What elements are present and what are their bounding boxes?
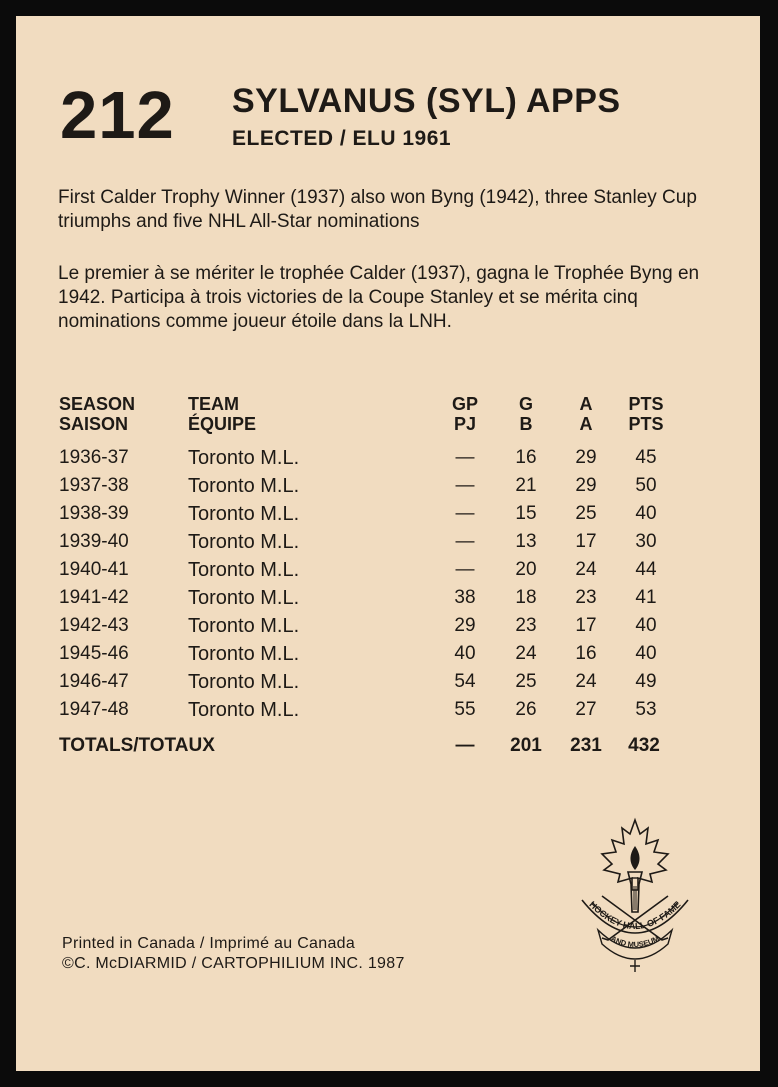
header-season	[59, 394, 135, 434]
header-season-en: SEASON	[59, 394, 136, 414]
points-cell: 49	[635, 671, 657, 692]
assists-cell: 16	[575, 643, 597, 664]
table-row	[16, 614, 760, 642]
goals-cell: 21	[515, 475, 537, 496]
header-gp-en: GP	[451, 394, 478, 414]
crest-text-top: HOCKEY HALL OF FAME	[587, 899, 683, 932]
team-cell: Toronto M.L.	[188, 699, 300, 721]
crest-text-bottom: AND MUSEUM	[609, 933, 661, 950]
header-season-fr: SAISON	[59, 414, 129, 434]
header-g-fr: B	[519, 414, 533, 434]
header-assists	[562, 394, 610, 434]
header-pts-en: PTS	[628, 394, 664, 414]
assists-cell: 24	[575, 559, 597, 580]
table-row	[16, 586, 760, 614]
season-cell: 1947-48	[59, 699, 129, 720]
points-cell: 40	[635, 643, 657, 664]
points-cell: 45	[635, 447, 657, 468]
season-cell: 1941-42	[59, 587, 129, 608]
header-goals	[502, 394, 550, 434]
gp-cell: 54	[454, 671, 476, 692]
goals-cell: 13	[515, 531, 537, 552]
points-cell: 53	[635, 699, 657, 720]
elected-year: ELECTED / ELU 1961	[232, 127, 452, 150]
totals-assists: 231	[570, 735, 602, 756]
season-cell: 1942-43	[59, 615, 129, 636]
table-row	[16, 558, 760, 586]
table-row	[16, 530, 760, 558]
season-cell: 1937-38	[59, 475, 129, 496]
totals-row	[16, 734, 760, 760]
team-cell: Toronto M.L.	[188, 531, 300, 553]
points-cell: 50	[635, 475, 657, 496]
season-cell: 1940-41	[59, 559, 129, 580]
goals-cell: 20	[515, 559, 537, 580]
table-row	[16, 502, 760, 530]
goals-cell: 25	[515, 671, 537, 692]
assists-cell: 17	[575, 531, 597, 552]
table-row	[16, 670, 760, 698]
team-cell: Toronto M.L.	[188, 475, 300, 497]
assists-cell: 29	[575, 475, 597, 496]
header-points	[617, 394, 675, 434]
assists-cell: 29	[575, 447, 597, 468]
points-cell: 30	[635, 531, 657, 552]
printer-credit	[62, 934, 405, 974]
gp-cell: 55	[454, 699, 476, 720]
description-french: Le premier à se mériter le trophée Calder (1937), gagna le Trophée Byng en 1942. Participa à trois victories de la Coupe Stanley et se mérita cinq nominations comme joueur étoile dans la LNH.	[58, 263, 700, 332]
goals-cell: 18	[515, 587, 537, 608]
team-cell: Toronto M.L.	[188, 559, 300, 581]
header-g-en: G	[518, 394, 533, 414]
assists-cell: 27	[575, 699, 597, 720]
hockey-hall-of-fame-crest-icon	[572, 816, 698, 976]
goals-cell: 16	[515, 447, 537, 468]
assists-cell: 17	[575, 615, 597, 636]
gp-cell: —	[455, 503, 475, 524]
season-cell: 1946-47	[59, 671, 129, 692]
goals-cell: 24	[515, 643, 537, 664]
points-cell: 40	[635, 615, 657, 636]
printed-in-canada: Printed in Canada / Imprimé au Canada	[62, 935, 356, 952]
season-cell: 1938-39	[59, 503, 129, 524]
gp-cell: —	[455, 559, 475, 580]
team-cell: Toronto M.L.	[188, 671, 300, 693]
season-cell: 1939-40	[59, 531, 129, 552]
header-team-en: TEAM	[188, 394, 239, 414]
points-cell: 44	[635, 559, 657, 580]
header-team	[188, 394, 256, 434]
header-pts-fr: PTS	[628, 414, 664, 434]
team-cell: Toronto M.L.	[188, 615, 300, 637]
assists-cell: 23	[575, 587, 597, 608]
table-row	[16, 642, 760, 670]
gp-cell: —	[455, 531, 475, 552]
player-name: SYLVANUS (SYL) APPS	[232, 82, 621, 120]
totals-label: TOTALS/TOTAUX	[59, 735, 215, 756]
copyright-line: ©C. McDIARMID / CARTOPHILIUM INC. 1987	[62, 955, 405, 972]
table-row	[16, 698, 760, 726]
goals-cell: 26	[515, 699, 537, 720]
description-english: First Calder Trophy Winner (1937) also won Byng (1942), three Stanley Cup triumphs and five NHL All-Star nominations	[58, 187, 697, 232]
team-cell: Toronto M.L.	[188, 503, 300, 525]
gp-cell: —	[455, 447, 475, 468]
season-cell: 1936-37	[59, 447, 129, 468]
season-cell: 1945-46	[59, 643, 129, 664]
team-cell: Toronto M.L.	[188, 447, 300, 469]
hockey-card-back	[16, 16, 760, 1071]
totals-points: 432	[628, 735, 660, 756]
header-a-en: A	[579, 394, 593, 414]
gp-cell: 40	[454, 643, 476, 664]
goals-cell: 15	[515, 503, 537, 524]
assists-cell: 24	[575, 671, 597, 692]
team-cell: Toronto M.L.	[188, 643, 300, 665]
totals-gp: —	[455, 735, 475, 756]
header-gp-fr: PJ	[453, 414, 477, 434]
table-row	[16, 474, 760, 502]
table-row	[16, 446, 760, 474]
header-team-fr: ÉQUIPE	[188, 414, 257, 434]
header-games-played	[442, 394, 488, 434]
gp-cell: 29	[454, 615, 476, 636]
points-cell: 40	[635, 503, 657, 524]
gp-cell: —	[455, 475, 475, 496]
goals-cell: 23	[515, 615, 537, 636]
totals-goals: 201	[510, 735, 542, 756]
header-a-fr: A	[579, 414, 593, 434]
points-cell: 41	[635, 587, 657, 608]
team-cell: Toronto M.L.	[188, 587, 300, 609]
assists-cell: 25	[575, 503, 597, 524]
stats-table	[16, 446, 760, 726]
gp-cell: 38	[454, 587, 476, 608]
card-number: 212	[60, 78, 175, 153]
